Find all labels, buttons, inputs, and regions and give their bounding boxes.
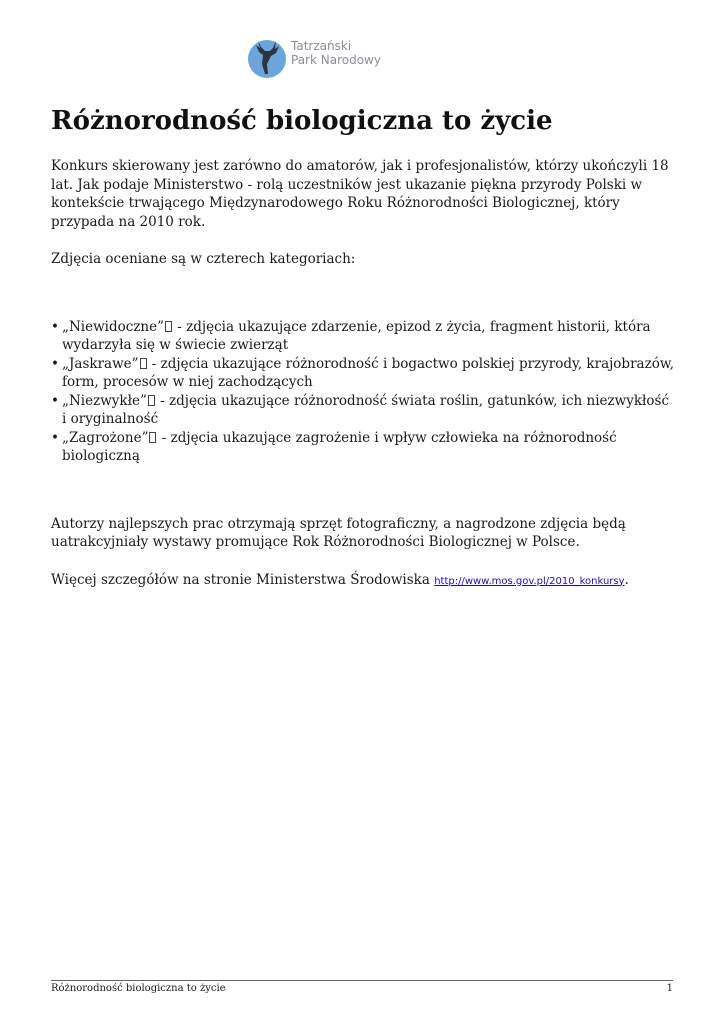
logo-line-1: Tatrzański — [291, 39, 352, 53]
ministry-link[interactable]: http://www.mos.gov.pl/2010_konkursy — [434, 575, 625, 587]
category-name: „Jaskrawe” — [62, 355, 139, 372]
category-text: - zdjęcia ukazujące zagrożenie i wpływ człowieka na różnorodność biologiczną — [62, 429, 617, 464]
list-item — [51, 392, 676, 429]
missing-glyph-icon — [140, 358, 147, 369]
missing-glyph-icon — [149, 432, 156, 443]
category-name: „Zagrożone” — [62, 429, 149, 446]
category-text: - zdjęcia ukazujące różnorodność świata roślin, gatunków, ich niezwykłość i oryginalność — [62, 392, 670, 427]
list-item — [51, 318, 676, 355]
article-body — [51, 157, 676, 591]
missing-glyph-icon — [148, 395, 155, 406]
logo-text — [291, 39, 381, 67]
categories-list — [51, 318, 676, 466]
category-text: - zdjęcia ukazujące różnorodność i bogactwo polskiej przyrody, krajobrazów, form, procesów w niej zachodzących — [62, 355, 675, 390]
missing-glyph-icon — [165, 321, 172, 332]
footer-title: Różnorodność biologiczna to życie — [51, 983, 226, 994]
category-name: „Niezwykłe” — [62, 392, 147, 409]
more-info-text: Więcej szczegółów na stronie Ministerstwa Środowiska — [51, 571, 435, 588]
list-item — [51, 429, 676, 466]
page-number: 1 — [666, 983, 673, 994]
page-title: Różnorodność biologiczna to życie — [51, 106, 553, 136]
list-item — [51, 355, 676, 392]
intro-paragraph: Konkurs skierowany jest zarówno do amatorów, jak i profesjonalistów, którzy ukończyli 18 lat. Jak podaje Ministerstwo - rolą uczestników jest ukazanie piękna przyrody Polski w kontekście trwającego Międzynarodowego Roku Różnorodności Biologicznej, który przypada na 2010 rok. — [51, 158, 669, 230]
prizes-paragraph: Autorzy najlepszych prac otrzymają sprzęt fotograficzny, a nagrodzone zdjęcia będą uatrakcyjniały wystawy promujące Rok Różnorodności Biologicznej w Polsce. — [51, 515, 626, 550]
deer-head-icon — [245, 36, 289, 80]
logo-line-2: Park Narodowy — [291, 53, 381, 67]
categories-intro: Zdjęcia oceniane są w czterech kategoriach: — [51, 251, 356, 267]
category-text: - zdjęcia ukazujące zdarzenie, epizod z życia, fragment historii, która wydarzyła się w świecie zwierząt — [62, 318, 651, 353]
more-info-end: . — [624, 571, 629, 588]
park-logo — [245, 36, 395, 82]
footer-divider — [51, 980, 673, 981]
more-info-paragraph — [51, 571, 676, 592]
category-name: „Niewidoczne” — [62, 318, 165, 335]
